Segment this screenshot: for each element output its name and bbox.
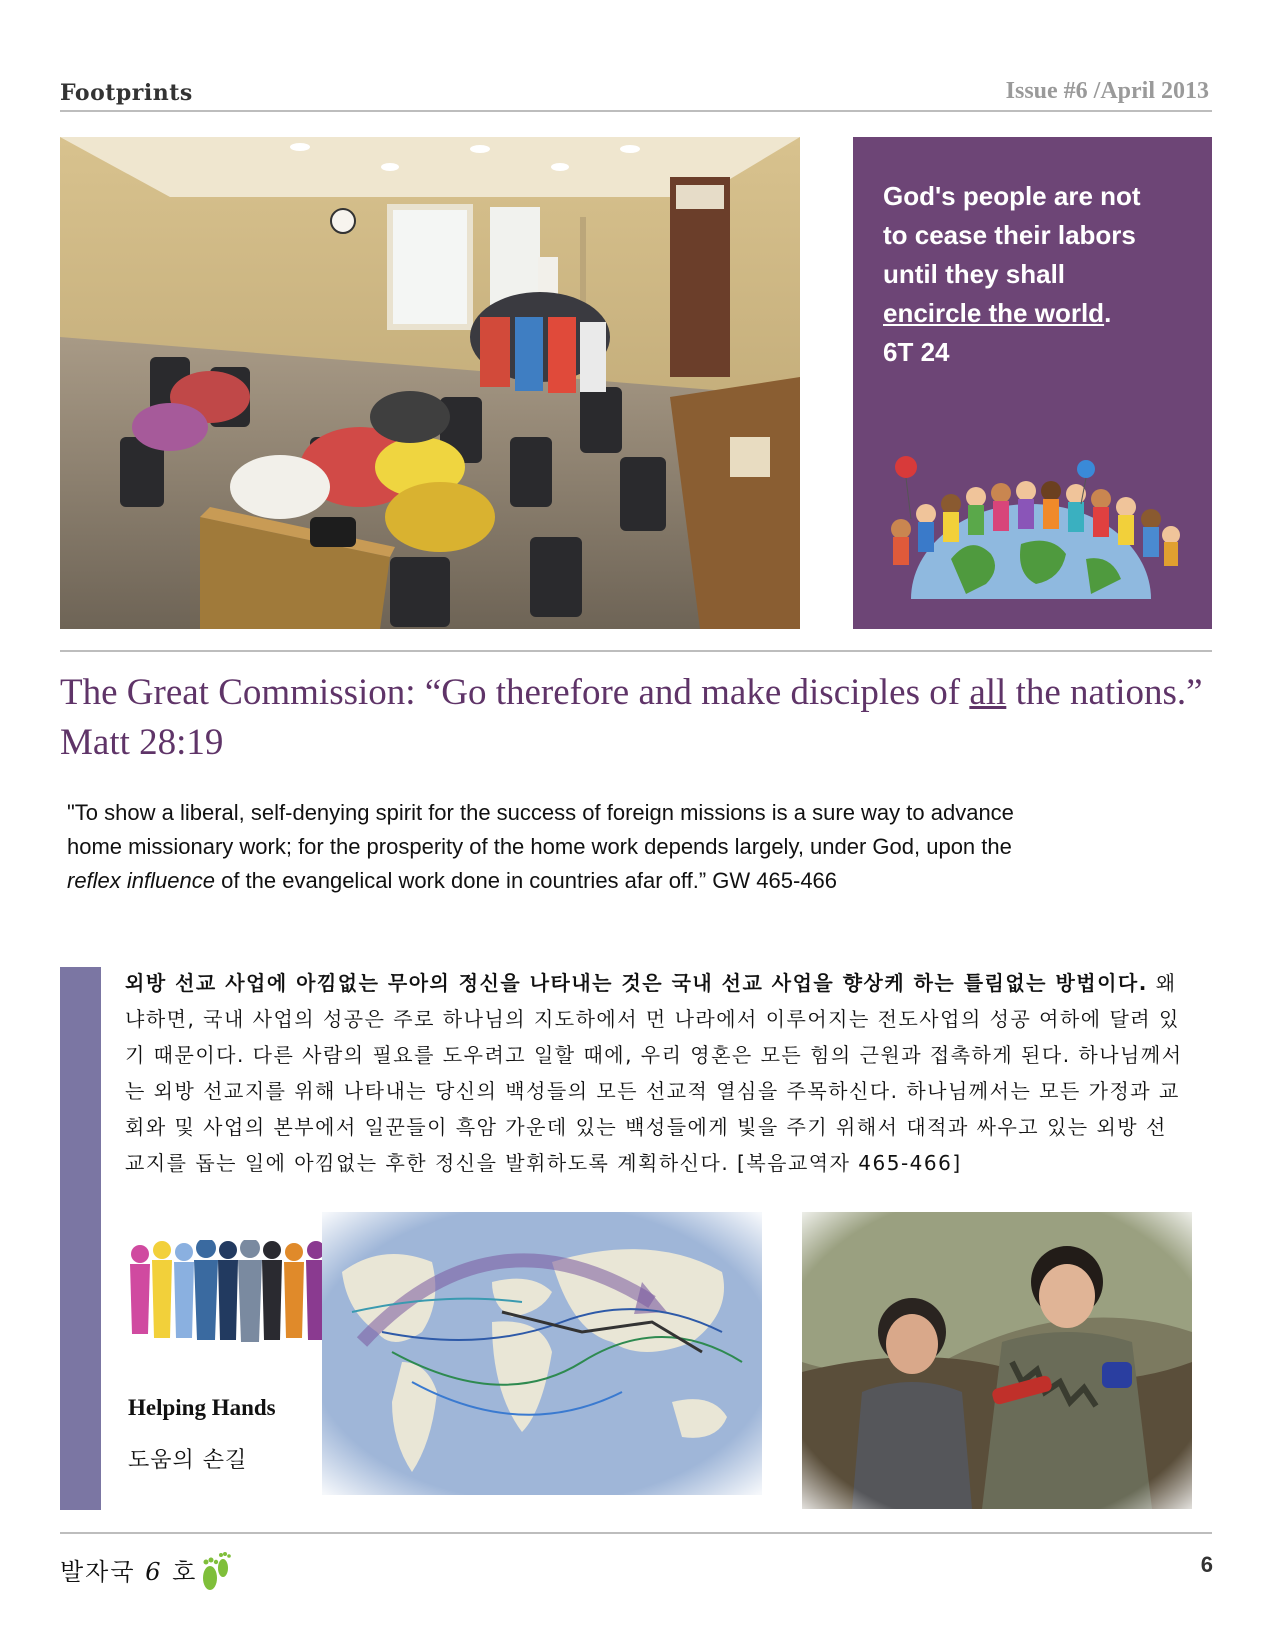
prayer-room-photo	[60, 137, 800, 629]
children-on-globe-illustration	[871, 409, 1191, 599]
korean-quote	[125, 965, 1185, 1181]
quote-box	[853, 137, 1212, 629]
helping-hands-label: Helping Hands	[128, 1395, 276, 1420]
quote-line: until they shall	[883, 259, 1066, 289]
quote-line: encircle the world.	[883, 298, 1112, 328]
quote-citation: 6T 24	[883, 337, 950, 367]
quote-text	[883, 177, 1193, 372]
footer-korean-title: 발자국 6 호	[60, 1558, 198, 1586]
header-divider	[60, 110, 1212, 112]
korean-quote-body: 왜냐하면, 국내 사업의 성공은 주로 하나님의 지도하에서 먼 나라에서 이루어지는 전도사업의 성공 여하에 달려 있기 때문이다. 다른 사람의 필요를 도우려고 일할 때에, 우리 영혼은 모든 힘의 근원과 접촉하게 된다. 하나님께서는 외방 선교지를 위해 나타내는 당신의 백성들의 모든 선교적 열심을 주목하신다. 하나님께서는 모든 가정과 교회와 및 사업의 본부에서 일꾼들이 흑암 가운데 있는 백성들에게 빛을 주기 위해서 대적과 싸우고 있는 외방 선교지를 돕는 일에 아낌없는 후한 정신을 발휘하도록 계획하신다. [복음교역자 465-466]	[125, 971, 1183, 1175]
hiking-students-photo	[802, 1212, 1192, 1509]
quote-line: God's people are not	[883, 181, 1141, 211]
section-divider	[60, 650, 1212, 652]
helping-hands-korean-label: 도움의 손길	[128, 1448, 248, 1473]
newsletter-title: Footprints	[60, 80, 193, 106]
page-number: 6	[1200, 1552, 1213, 1577]
headline-underlined-word: all	[969, 672, 1007, 713]
world-map-image	[322, 1212, 762, 1495]
side-accent-bar	[60, 967, 101, 1510]
footprint-icon	[198, 1548, 232, 1594]
english-quote: "To show a liberal, self-denying spirit for the success of foreign missions is a sure way to advance home missionary work; for the prosperity of the home work depends largely, under God, upon the reflex influence of the evangelical work done in countries afar off.” GW 465-466	[67, 800, 1014, 893]
korean-quote-bold: 외방 선교 사업에 아낌없는 무아의 정신을 나타내는 것은 국내 선교 사업을 향상케 하는 틀림없는 방법이다.	[125, 971, 1148, 995]
italic-phrase: reflex influence	[67, 868, 215, 893]
footer-divider	[60, 1532, 1212, 1534]
people-silhouettes-illustration	[128, 1240, 348, 1360]
headline: The Great Commission: “Go therefore and make disciples of all the nations.” Matt 28:19	[60, 672, 1203, 763]
quote-underlined-text: encircle the world	[883, 298, 1105, 328]
quote-line: to cease their labors	[883, 220, 1136, 250]
issue-label: Issue #6 /April 2013	[1005, 78, 1209, 104]
